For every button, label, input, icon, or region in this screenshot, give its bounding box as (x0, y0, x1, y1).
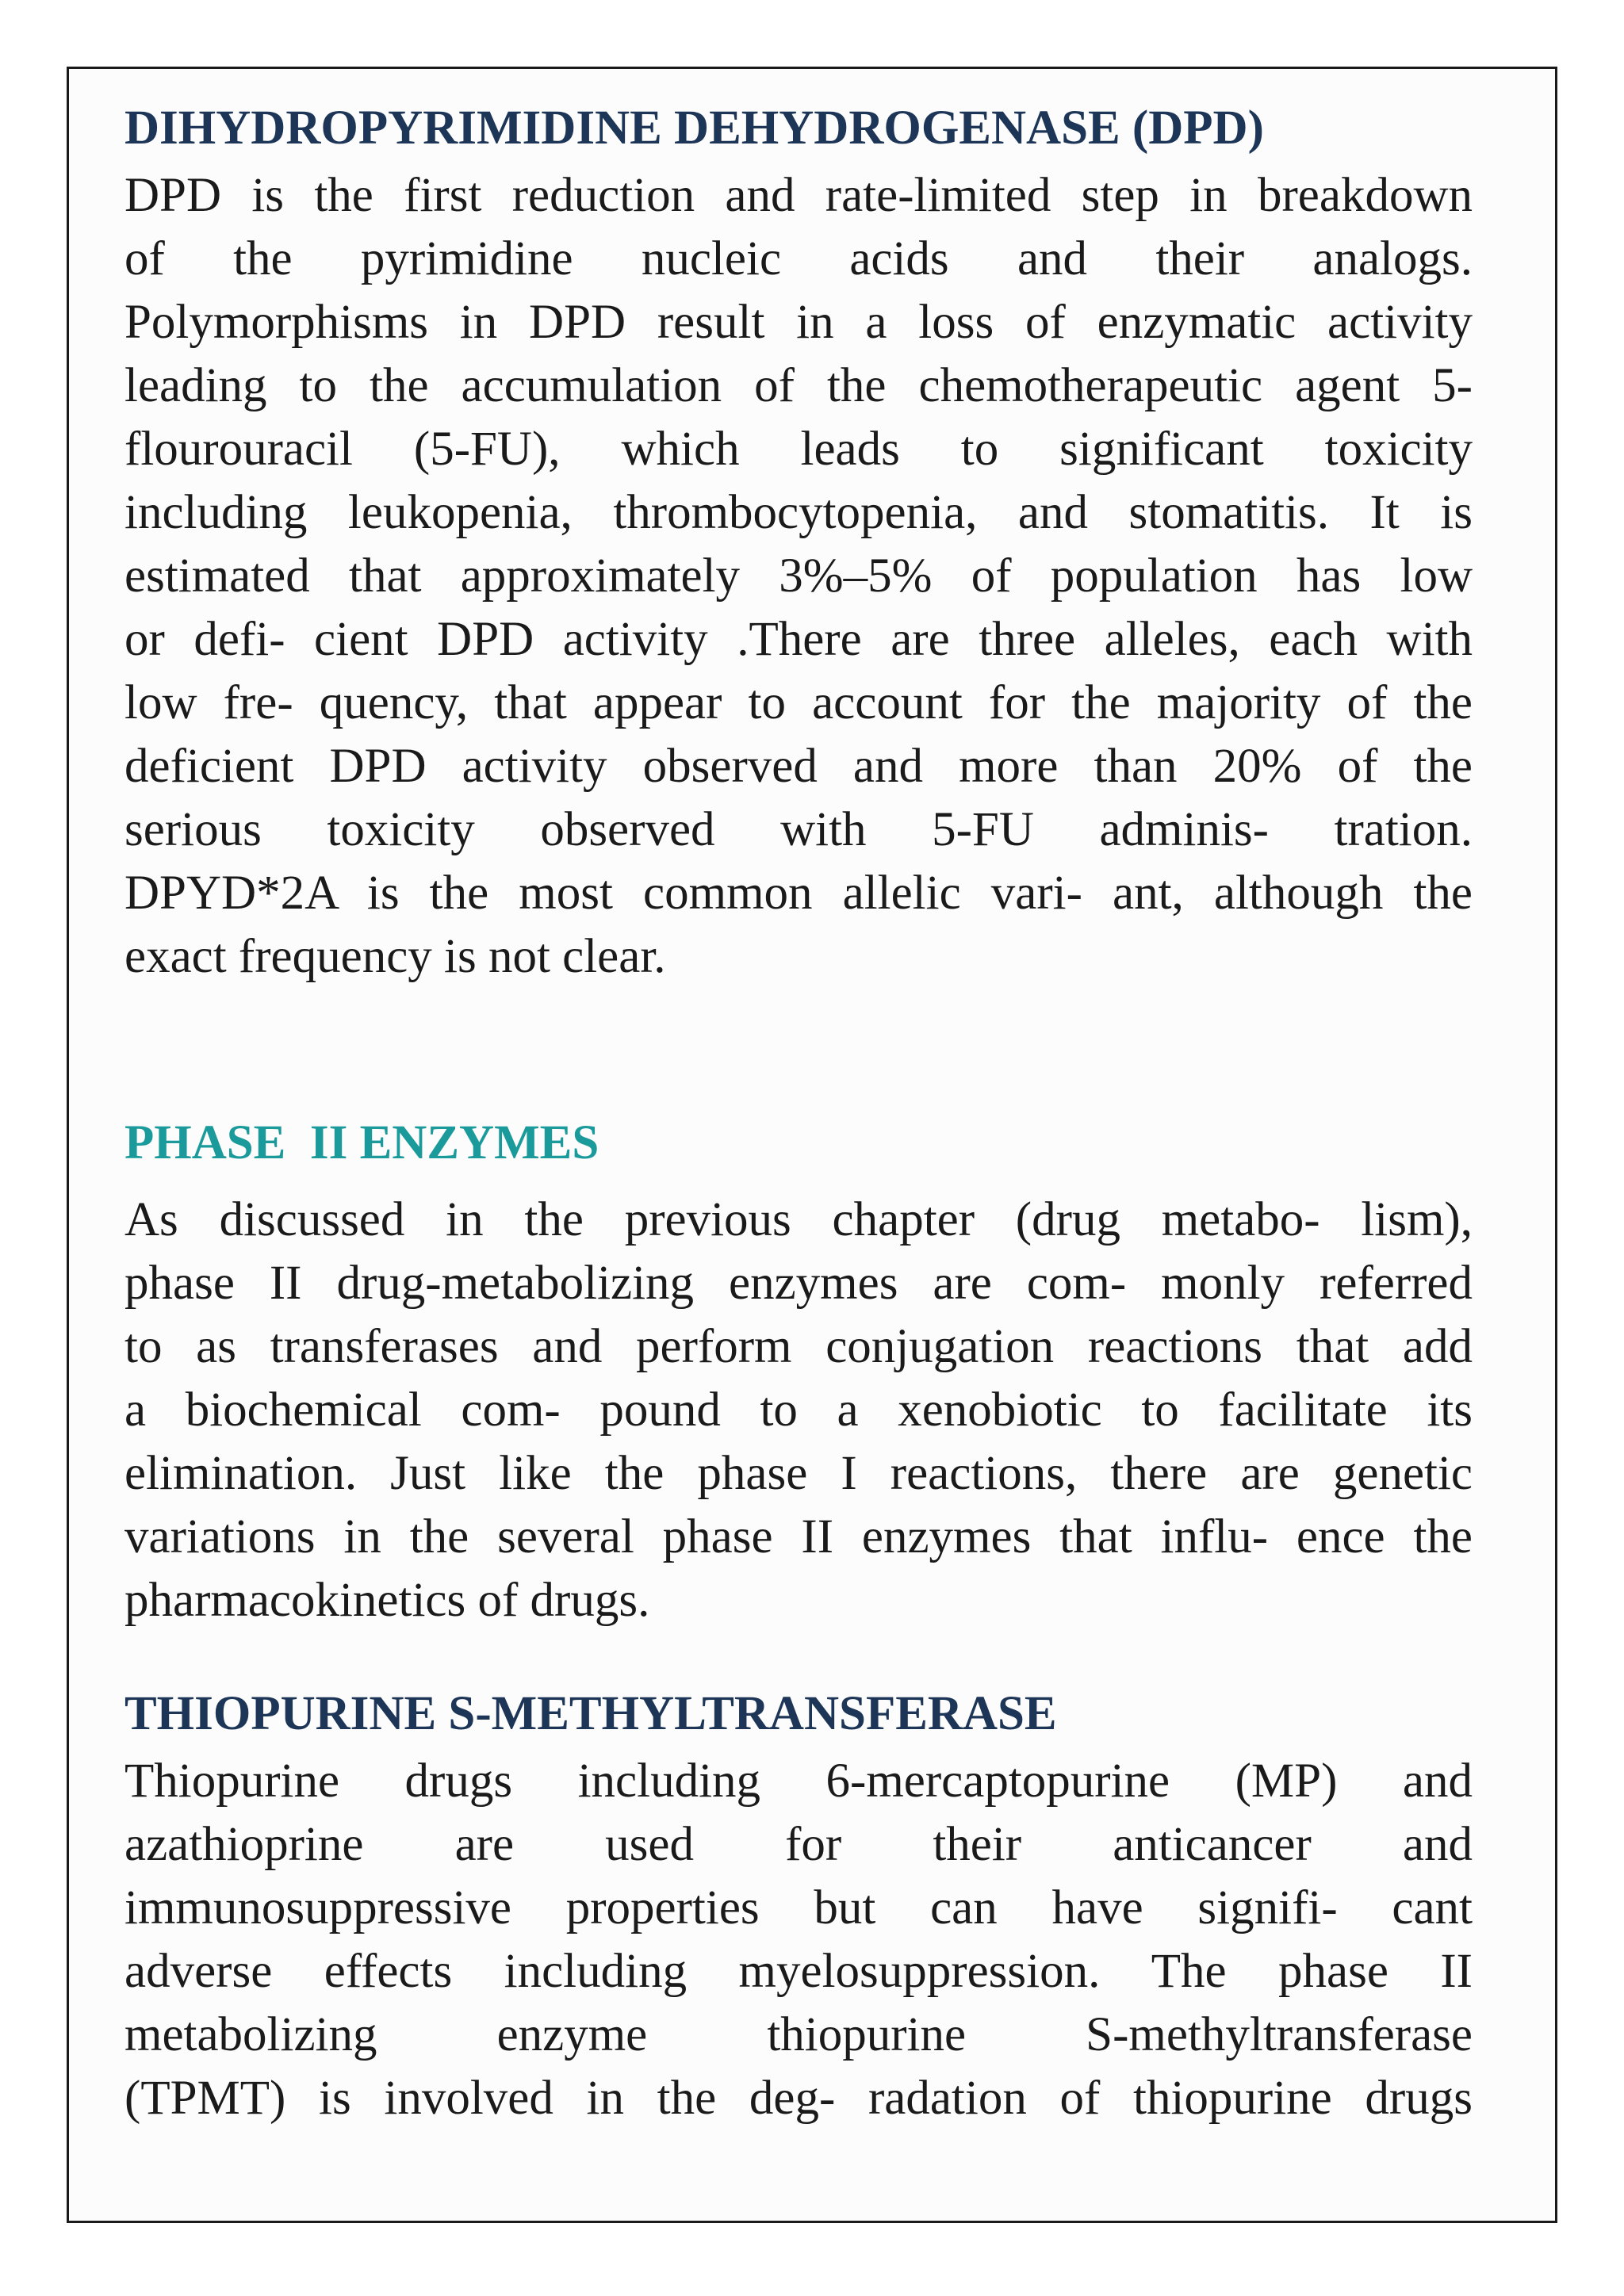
text-line: As discussed in the previous chapter (drug metabo- lism), (124, 1193, 1473, 1246)
text-line: phase II drug-metabolizing enzymes are com- monly referred (124, 1257, 1473, 1310)
text-line: elimination. Just like the phase I reactions, there are genetic (124, 1447, 1473, 1500)
section-heading-dpd: DIHYDROPYRIMIDINE DEHYDROGENASE (DPD) (124, 101, 1264, 155)
text-line: or defi- cient DPD activity .There are three alleles, each with (124, 613, 1473, 666)
text-line: estimated that approximately 3%–5% of population has low (124, 549, 1473, 603)
text-line: DPYD*2A is the most common allelic vari- ant, although the (124, 867, 1473, 920)
text-line: pharmacokinetics of drugs. (124, 1574, 650, 1627)
section-body-phase-ii (124, 1188, 1473, 1632)
section-body-dpd (124, 164, 1473, 989)
text-line: flourouracil (5-FU), which leads to significant toxicity (124, 423, 1473, 476)
text-line: variations in the several phase II enzymes that influ- ence the (124, 1510, 1473, 1563)
text-line: Thiopurine drugs including 6-mercaptopurine (MP) and (124, 1755, 1473, 1808)
section-heading-tpmt: THIOPURINE S-METHYLTRANSFERASE (124, 1687, 1057, 1740)
text-line: a biochemical com- pound to a xenobiotic to facilitate its (124, 1383, 1473, 1437)
text-line: including leukopenia, thrombocytopenia, and stomatitis. It is (124, 486, 1473, 539)
text-line: serious toxicity observed with 5-FU adminis- tration. (124, 803, 1473, 856)
text-line: exact frequency is not clear. (124, 930, 666, 983)
heading-spacer (124, 1179, 1473, 1188)
text-line: leading to the accumulation of the chemotherapeutic agent 5- (124, 359, 1473, 412)
page-frame (67, 67, 1557, 2223)
text-line: low fre- quency, that appear to account for the majority of the (124, 676, 1473, 729)
section-spacer (124, 989, 1473, 1108)
page-content (124, 93, 1473, 2130)
text-line: immunosuppressive properties but can have signifi- cant (124, 1881, 1473, 1934)
text-line: azathioprine are used for their anticancer and (124, 1818, 1473, 1871)
text-line: metabolizing enzyme thiopurine S-methyltransferase (124, 2008, 1473, 2061)
text-line: deficient DPD activity observed and more than 20% of the (124, 740, 1473, 793)
text-line: DPD is the first reduction and rate-limited step in breakdown (124, 169, 1473, 222)
section-heading-phase-ii: PHASE II ENZYMES (124, 1116, 599, 1169)
text-line: to as transferases and perform conjugation reactions that add (124, 1320, 1473, 1373)
section-spacer (124, 1632, 1473, 1678)
text-line: of the pyrimidine nucleic acids and their analogs. (124, 232, 1473, 285)
text-line: (TPMT) is involved in the deg- radation of thiopurine drugs (124, 2072, 1473, 2125)
text-line: adverse effects including myelosuppression. The phase II (124, 1945, 1473, 1998)
section-body-tpmt (124, 1750, 1473, 2130)
text-line: Polymorphisms in DPD result in a loss of enzymatic activity (124, 296, 1473, 349)
